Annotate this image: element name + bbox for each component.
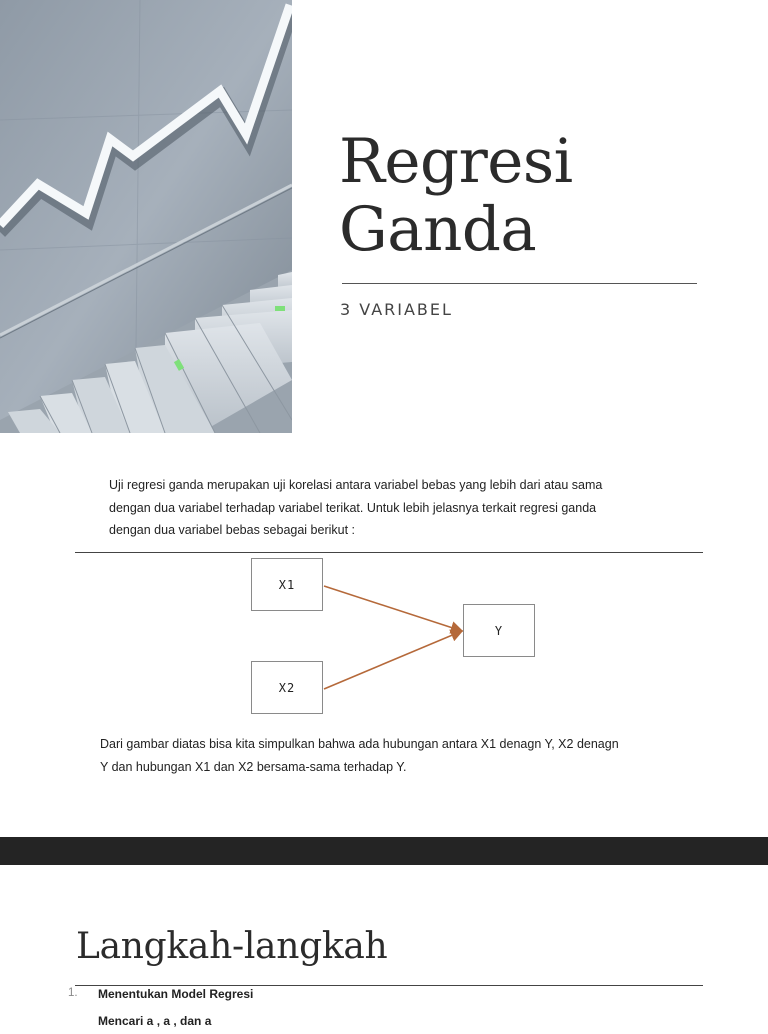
cover-image	[0, 0, 292, 433]
cover-title-line1: Regresi	[339, 126, 573, 197]
node-x2: X2	[251, 661, 323, 714]
arrow-x1-to-y	[324, 586, 462, 631]
section-title: Langkah-langkah	[76, 926, 388, 967]
diagram-arrows	[0, 552, 768, 732]
rising-chart-staircase-illustration	[0, 0, 292, 433]
cover-subtitle: 3 VARIABEL	[340, 300, 453, 319]
step-text: Mencari a , a , dan a	[98, 1014, 212, 1028]
page-separator-band	[0, 837, 768, 865]
step-item	[0, 1014, 768, 1034]
node-x1: X1	[251, 558, 323, 611]
node-y: Y	[463, 604, 535, 657]
step-item	[0, 987, 768, 1007]
cover-title-line2: Ganda	[339, 194, 537, 265]
cover-title	[339, 128, 573, 264]
title-divider	[342, 283, 697, 284]
step-number: 1.	[68, 987, 78, 999]
regression-diagram	[0, 552, 768, 732]
arrow-x2-to-y	[324, 631, 462, 689]
section-title-divider	[75, 985, 703, 986]
step-text: Menentukan Model Regresi	[98, 987, 254, 1001]
intro-paragraph: Uji regresi ganda merupakan uji korelasi antara variabel bebas yang lebih dari atau sama dengan dua variabel terhadap variabel terikat. Untuk lebih jelasnya terkait regresi ganda dengan dua variabel bebas sebagai berikut :	[109, 478, 603, 537]
conclusion-paragraph: Dari gambar diatas bisa kita simpulkan bahwa ada hubungan antara X1 denagn Y, X2 denagn Y dan hubungan X1 dan X2 bersama-sama terhadap Y.	[100, 737, 619, 774]
